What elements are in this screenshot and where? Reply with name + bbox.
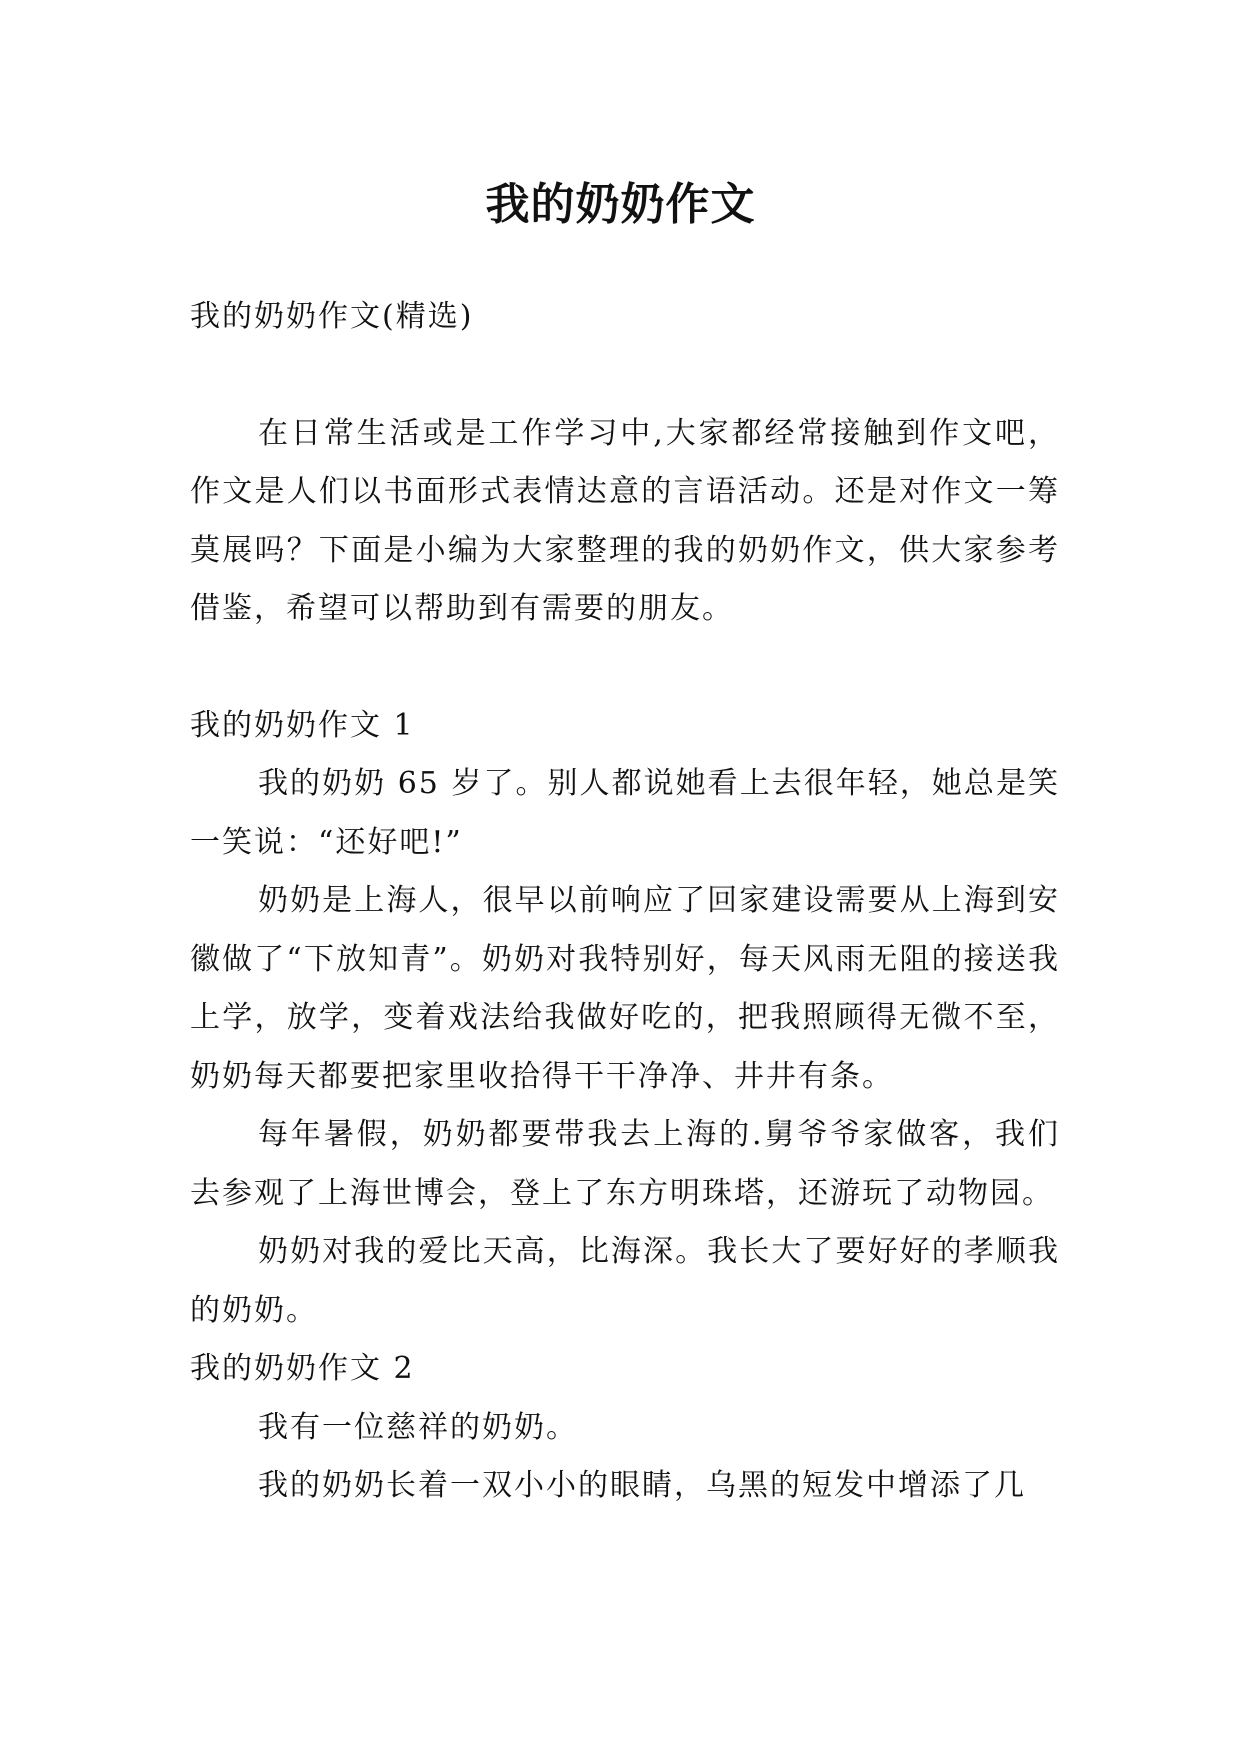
document-title: 我的奶奶作文 xyxy=(485,179,756,231)
essay-2-paragraph-2: 我的奶奶长着一双小小的眼睛，乌黑的短发中增添了几 xyxy=(258,1468,1026,1503)
essay-2-heading: 我的奶奶作文 2 xyxy=(190,1351,415,1386)
intro-paragraph: 在日常生活或是工作学习中,大家都经常接触到作文吧，作文是人们以书面形式表情达意的言语活动。还是对作文一筹莫展吗？下面是小编为大家整理的我的奶奶作文，供大家参考借鉴，希望可以帮助到有需要的朋友。 xyxy=(190,415,1060,626)
essay-1-paragraph-2: 奶奶是上海人，很早以前响应了回家建设需要从上海到安徽做了“下放知青”。奶奶对我特别好，每天风雨无阻的接送我上学，放学，变着戏法给我做好吃的，把我照顾得无微不至，奶奶每天都要把家里收拾得干干净净、井井有条。 xyxy=(190,883,1060,1094)
essay-1-heading: 我的奶奶作文 1 xyxy=(190,707,415,743)
document-subtitle: 我的奶奶作文(精选) xyxy=(190,299,474,334)
document-body xyxy=(190,288,1060,1516)
essay-1-paragraph-4: 奶奶对我的爱比天高，比海深。我长大了要好好的孝顺我的奶奶。 xyxy=(190,1234,1060,1328)
essay-1-paragraph-1: 我的奶奶 65 岁了。别人都说她看上去很年轻，她总是笑一笑说：“还好吧!” xyxy=(190,766,1060,860)
essay-1-paragraph-3: 每年暑假，奶奶都要带我去上海的.舅爷爷家做客，我们去参观了上海世博会，登上了东方明珠塔，还游玩了动物园。 xyxy=(190,1117,1060,1211)
essay-2-paragraph-1: 我有一位慈祥的奶奶。 xyxy=(258,1409,578,1445)
